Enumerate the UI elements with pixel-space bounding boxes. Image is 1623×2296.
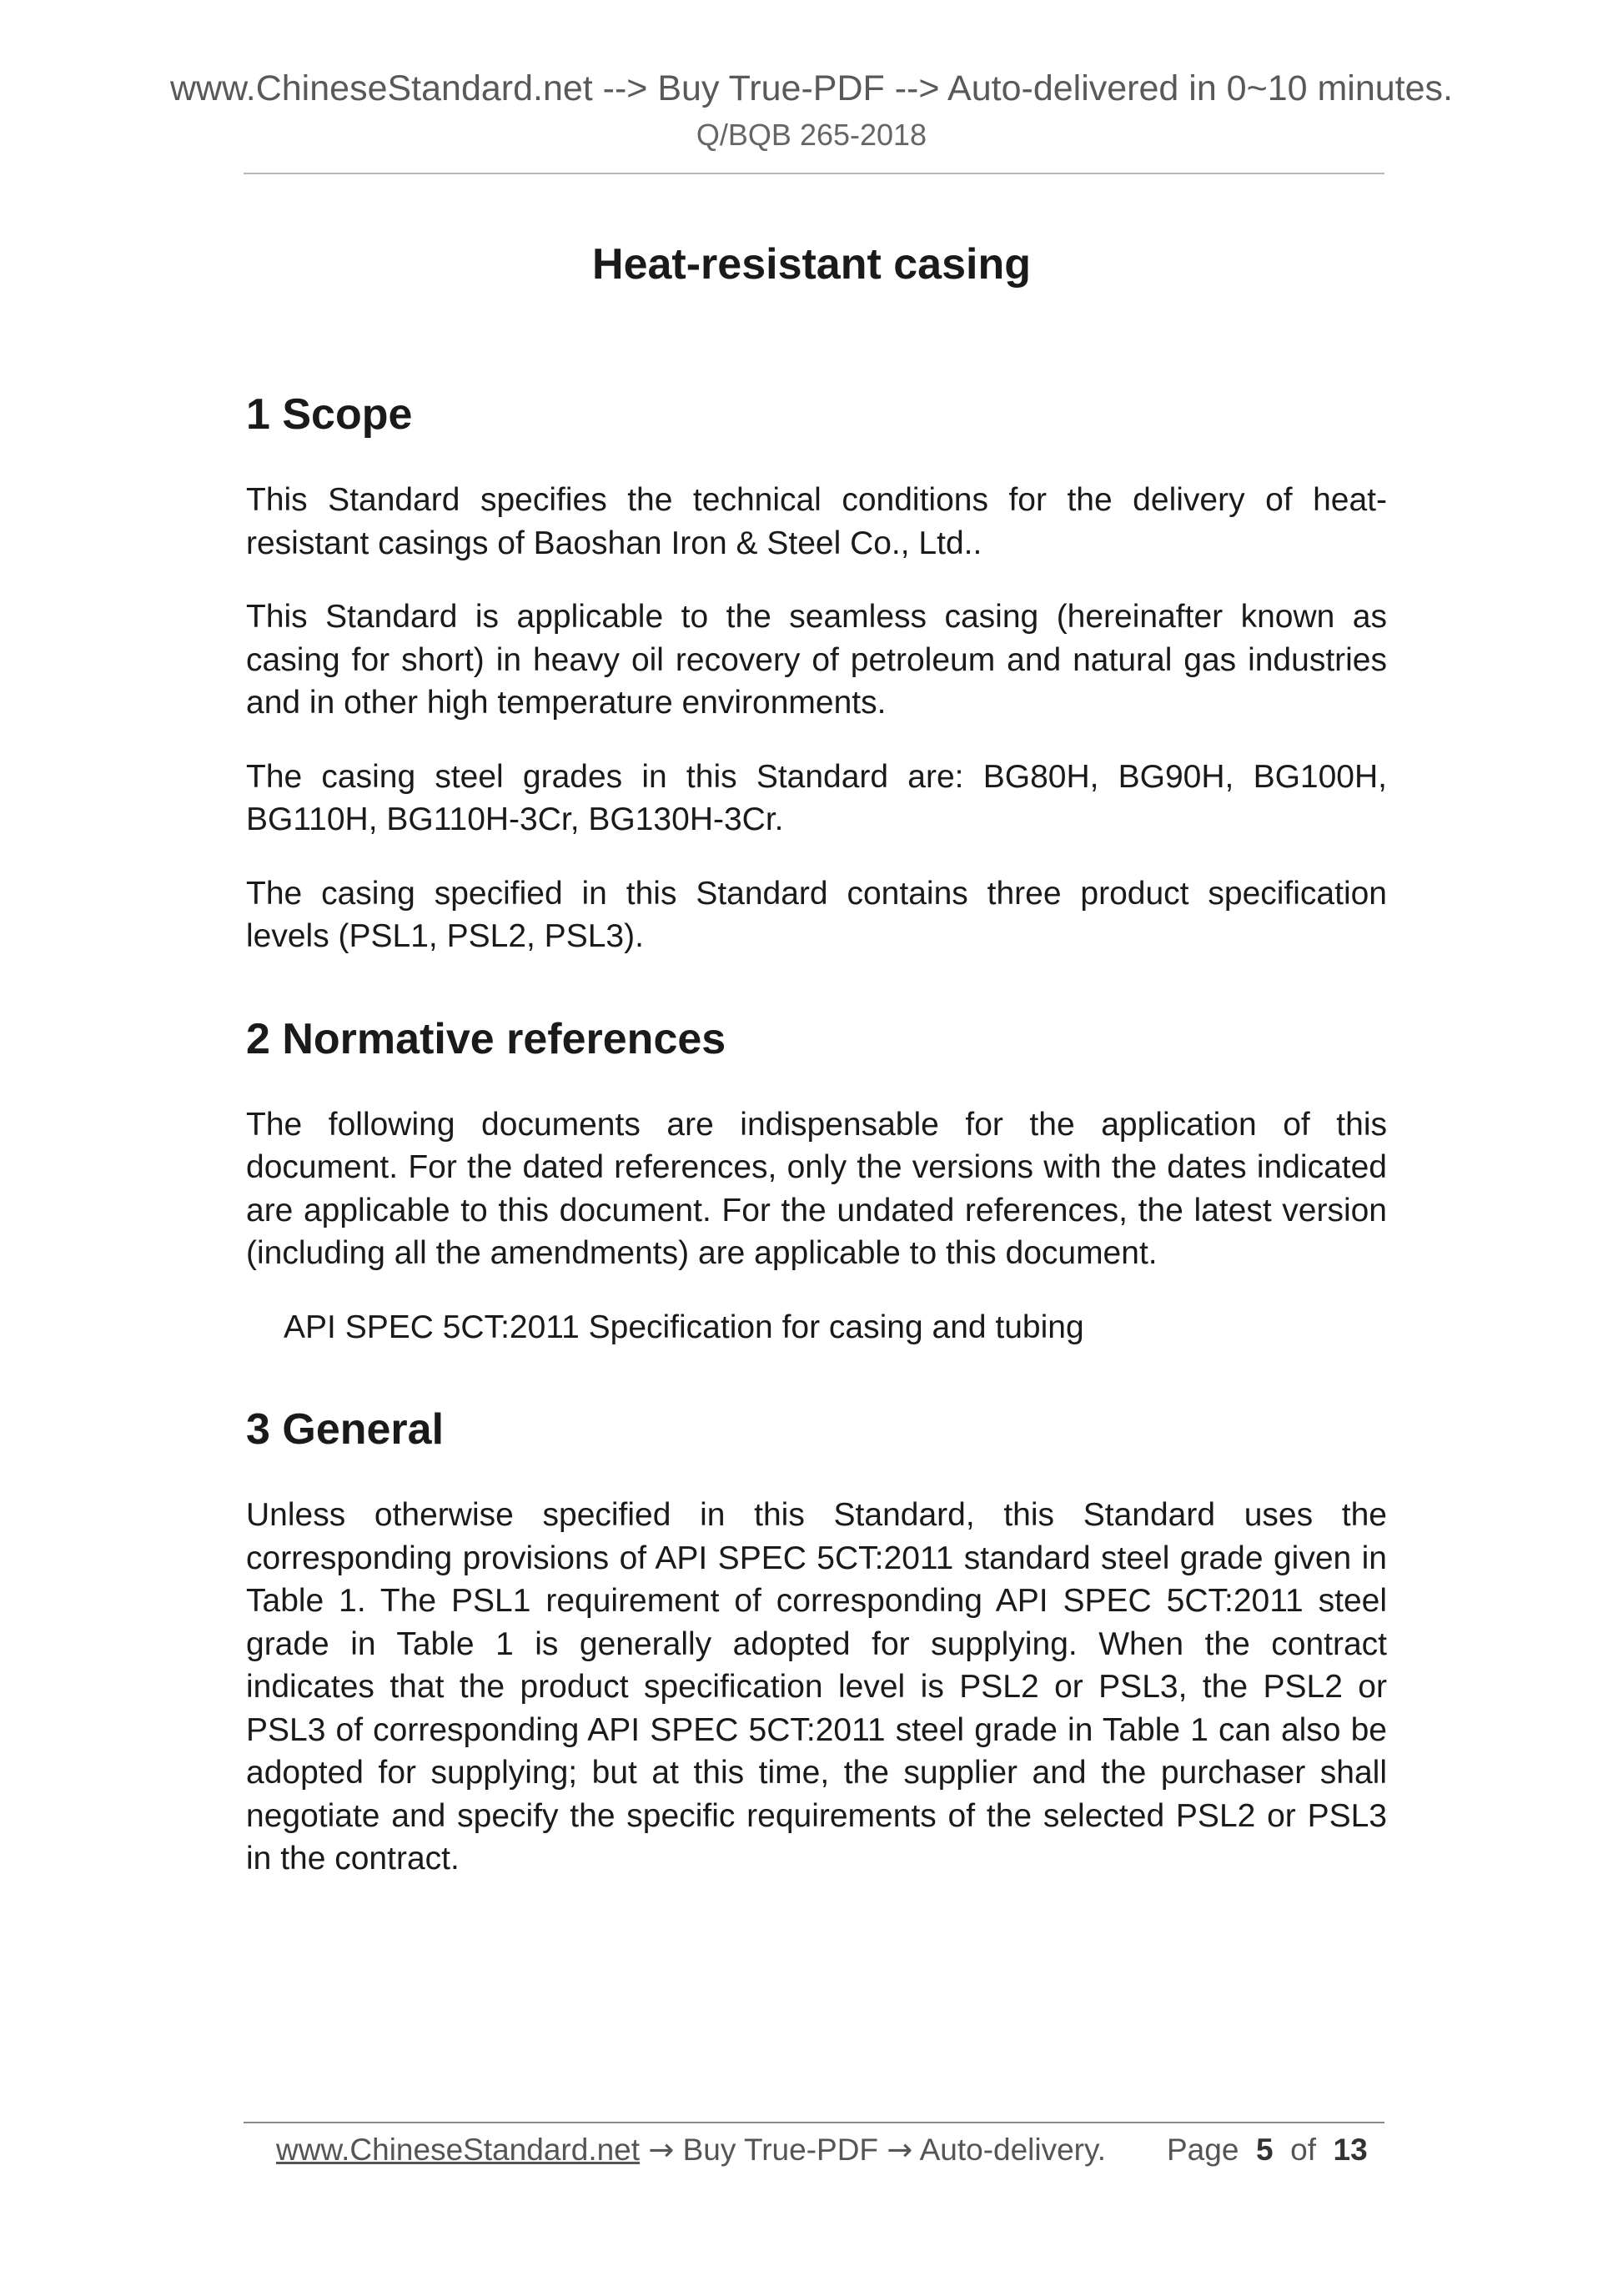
- page-current: 5: [1255, 2133, 1274, 2167]
- section-scope: [246, 385, 1387, 958]
- scope-paragraph: This Standard is applicable to the seamless casing (hereinafter known as casing for short) in heavy oil recovery of petroleum and natural gas industries and in other high temperature environments.: [246, 599, 1387, 721]
- header-divider: [244, 173, 1384, 174]
- footer-divider: [244, 2122, 1384, 2123]
- footer-delivery-text: Auto-delivery.: [919, 2133, 1107, 2167]
- document-title: Heat-resistant casing: [592, 240, 1031, 289]
- general-paragraph: Unless otherwise specified in this Standard, this Standard uses the corresponding provisions of API SPEC 5CT:2011 standard steel grade given in Table 1. The PSL1 requirement of corresponding API SPEC 5CT:2011 steel grade in Table 1 is generally adopted for supplying. When the contract indicates that the product specification level is PSL2 or PSL3, the PSL2 or PSL3 of corresponding API SPEC 5CT:2011 steel grade in Table 1 can also be adopted for supplying; but at this time, the supplier and the purchaser shall negotiate and specify the specific requirements of the selected PSL2 or PSL3 in the contract.: [246, 1497, 1387, 1876]
- section-normative-references: [246, 1010, 1387, 1349]
- header-banner: www.ChineseStandard.net --> Buy True-PDF --> Auto-delivered in 0~10 minutes.: [169, 68, 1453, 108]
- arrow-right-icon: →: [648, 2132, 675, 2168]
- footer-site-link[interactable]: www.ChineseStandard.net: [276, 2133, 641, 2167]
- section-heading-normative-references: 2 Normative references: [246, 1014, 726, 1063]
- page-of: of: [1290, 2133, 1316, 2167]
- footer-buy-text: Buy True-PDF: [682, 2133, 879, 2167]
- scope-paragraph: The casing specified in this Standard contains three product specification levels (PSL1, PSL2, PSL3).: [246, 875, 1387, 954]
- section-general: [246, 1400, 1387, 1881]
- page-footer: [276, 2128, 1368, 2172]
- page-total: 13: [1333, 2133, 1368, 2167]
- scope-paragraph: The casing steel grades in this Standard are: BG80H, BG90H, BG100H, BG110H, BG110H-3Cr, BG130H-3Cr.: [246, 758, 1387, 837]
- document-body: [246, 385, 1387, 1912]
- page-label: Page: [1167, 2133, 1239, 2167]
- scope-paragraph: This Standard specifies the technical conditions for the delivery of heat-resistant casings of Baoshan Iron & Steel Co., Ltd..: [246, 482, 1387, 561]
- arrow-right-icon: →: [887, 2132, 913, 2168]
- document-code: Q/BQB 265-2018: [696, 118, 927, 152]
- section-heading-general: 3 General: [246, 1405, 445, 1454]
- reference-item: API SPEC 5CT:2011 Specification for casing and tubing: [284, 1309, 1084, 1345]
- references-paragraph: The following documents are indispensable for the application of this document. For the dated references, only the versions with the dates indicated are applicable to this document. For the undated references, the latest version (including all the amendments) are applicable to this document.: [246, 1106, 1387, 1271]
- section-heading-scope: 1 Scope: [246, 390, 413, 439]
- page-number: [1167, 2128, 1368, 2172]
